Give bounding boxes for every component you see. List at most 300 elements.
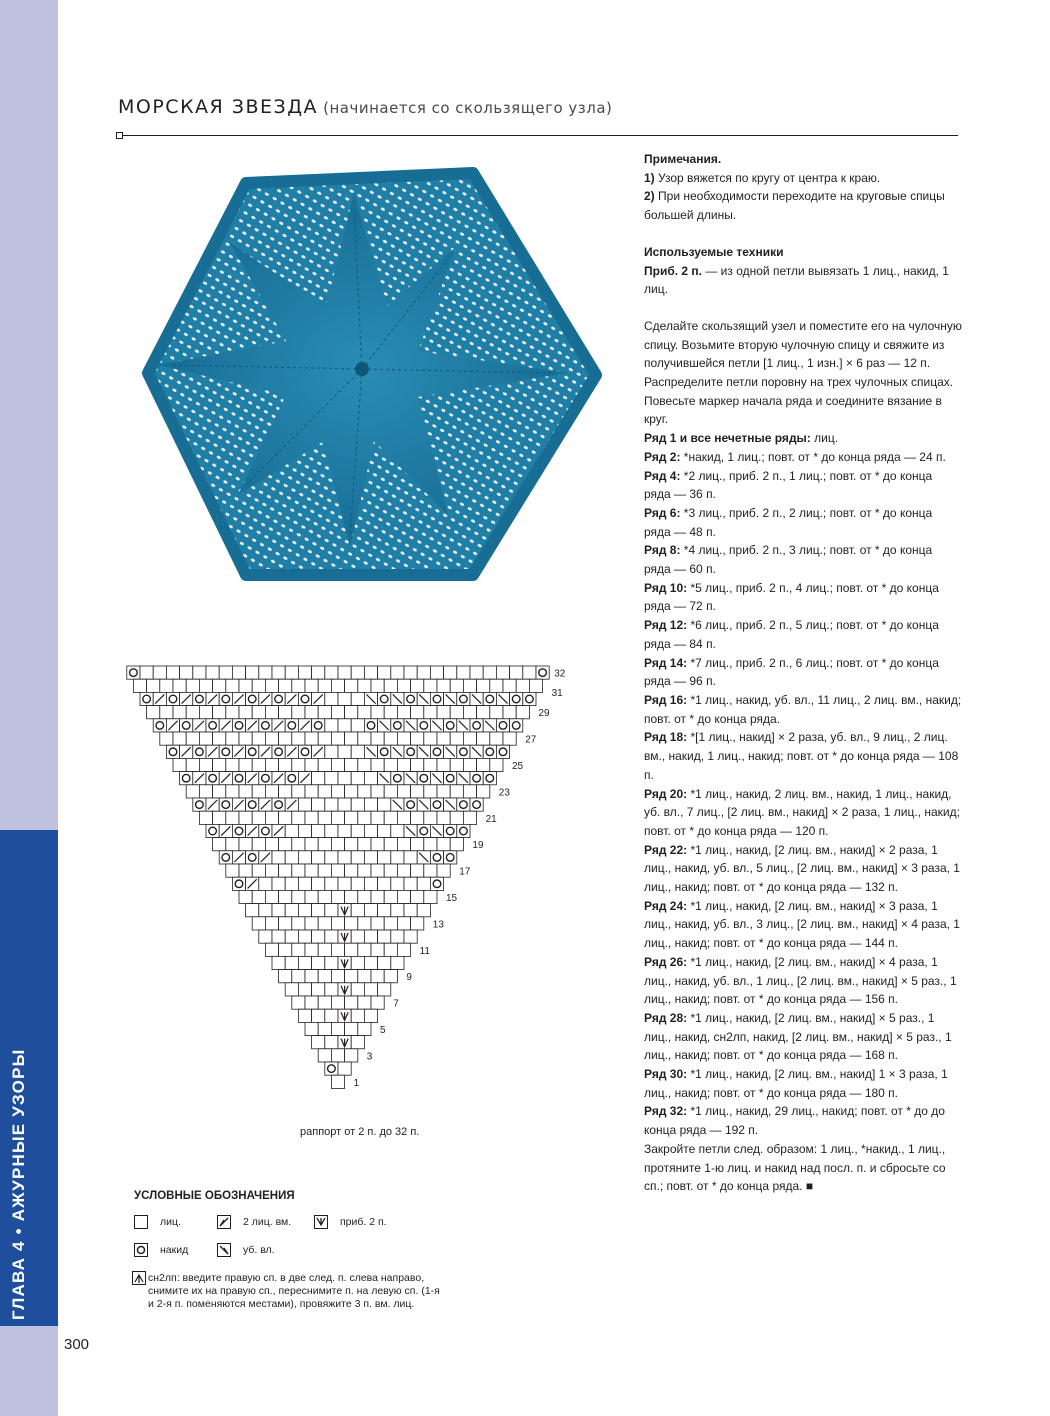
chart-cell [292, 864, 305, 877]
chart-cell [483, 692, 496, 705]
chart-cell [411, 758, 424, 771]
row-label: Ряд 8: [644, 543, 681, 558]
row-label: Ряд 4: [644, 468, 681, 483]
chart-cell [325, 772, 338, 785]
legend-label: уб. вл. [243, 1244, 275, 1256]
chart-cell [364, 824, 377, 837]
chart-cell [252, 890, 265, 903]
row-instruction [644, 579, 962, 616]
chart-cell [147, 679, 160, 692]
chart-cell [358, 864, 371, 877]
chart-cell [516, 679, 529, 692]
chart-cell [490, 758, 503, 771]
chart-cell [351, 956, 364, 969]
chart-cell [345, 943, 358, 956]
chart-cell [364, 772, 377, 785]
chart-cell [444, 851, 457, 864]
row-number-label: 19 [472, 840, 484, 852]
chart-cell [259, 772, 272, 785]
chart-cell [312, 772, 325, 785]
chart-cell [292, 996, 305, 1009]
chart-cell [318, 917, 331, 930]
chart-cell [364, 877, 377, 890]
chart-cell [397, 758, 410, 771]
chart-cell [325, 851, 338, 864]
chart-cell [265, 943, 278, 956]
chart-cell [384, 943, 397, 956]
chart-cell [252, 811, 265, 824]
chart-cell [199, 811, 212, 824]
chart-cell [318, 996, 331, 1009]
chart-cell [490, 706, 503, 719]
chart-cell [351, 798, 364, 811]
legend-title: УСЛОВНЫЕ ОБОЗНАЧЕНИЯ [134, 1190, 295, 1202]
chart-cell [437, 838, 450, 851]
chart-cell [404, 798, 417, 811]
chart-cell [305, 706, 318, 719]
chart-cell [213, 838, 226, 851]
chart-cell [127, 666, 140, 679]
row-instruction [644, 897, 962, 953]
chart-cell [285, 719, 298, 732]
chart-cell [252, 838, 265, 851]
chart-cell [173, 732, 186, 745]
legend-item-yo [134, 1243, 188, 1257]
chart-cell [265, 864, 278, 877]
chart-cell [345, 1049, 358, 1062]
chart-cell [358, 970, 371, 983]
chart-cell [378, 824, 391, 837]
chart-cell [285, 904, 298, 917]
chart-cell [312, 798, 325, 811]
chart-cell [378, 798, 391, 811]
chart-cell [265, 785, 278, 798]
chart-cell [265, 679, 278, 692]
chart-cell [298, 798, 311, 811]
row-instruction [644, 429, 962, 448]
chart-cell [477, 758, 490, 771]
chart-cell [470, 772, 483, 785]
chart-cell [371, 758, 384, 771]
chart-cell [516, 706, 529, 719]
chart-cell [463, 679, 476, 692]
legend-item-k2tog [217, 1215, 291, 1229]
chart-cell [133, 679, 146, 692]
chart-cell [259, 877, 272, 890]
chart-cell [331, 679, 344, 692]
chart-cell [358, 732, 371, 745]
chart-cell [371, 970, 384, 983]
chart-cell [417, 772, 430, 785]
chart-cell [411, 706, 424, 719]
chart-cell [437, 679, 450, 692]
chart-cell [345, 811, 358, 824]
chart-cell [397, 785, 410, 798]
chart-cell [226, 706, 239, 719]
chart-cell [378, 930, 391, 943]
row-number-label: 17 [459, 866, 471, 878]
chart-cell [140, 666, 153, 679]
chart-cell [457, 798, 470, 811]
chart-cell [391, 877, 404, 890]
chart-cell [384, 811, 397, 824]
chart-cell [312, 851, 325, 864]
chart-cell [166, 692, 179, 705]
technique-item [644, 262, 962, 299]
chart-cell [331, 1022, 344, 1035]
chart-cell [384, 785, 397, 798]
chart-cell [437, 864, 450, 877]
row-text: *1 лиц., накид, [2 лиц. вм., накид] 1 × 3 раза, 1 лиц., накид; повт. от * до конца ряда — 180 п. [644, 1067, 948, 1100]
chart-cell [371, 943, 384, 956]
chart-cell [483, 745, 496, 758]
chart-cell [226, 758, 239, 771]
chart-cell [384, 838, 397, 851]
chart-cell [279, 785, 292, 798]
chart-cell [292, 970, 305, 983]
chart-cell [312, 877, 325, 890]
chart-cell [358, 996, 371, 1009]
chart-cell [199, 732, 212, 745]
chart-cell [358, 1022, 371, 1035]
chart-cell [417, 719, 430, 732]
chart-cell [312, 824, 325, 837]
chart-cell [246, 904, 259, 917]
chart-cell [391, 719, 404, 732]
chart-cell [529, 679, 542, 692]
chart-cell [199, 706, 212, 719]
chart-cell [325, 798, 338, 811]
chart-cell [378, 692, 391, 705]
chart-cell [404, 877, 417, 890]
chart-cell [364, 851, 377, 864]
increase-2-icon [314, 1215, 328, 1229]
chart-cell [239, 679, 252, 692]
row-number-label: 27 [525, 734, 537, 746]
row-text: *2 лиц., приб. 2 п., 1 лиц.; повт. от * до конца ряда — 36 п. [644, 468, 933, 502]
chart-cell [358, 679, 371, 692]
chart-cell [265, 917, 278, 930]
chart-cell [272, 692, 285, 705]
chart-cell [391, 956, 404, 969]
chart-cell [437, 811, 450, 824]
row-label: Ряд 2: [644, 449, 681, 464]
chart-cell [364, 719, 377, 732]
note-item [644, 169, 962, 188]
chart-cell [140, 692, 153, 705]
chart-cell [450, 785, 463, 798]
chart-cell [279, 890, 292, 903]
chart-cell [279, 917, 292, 930]
chart-cell [378, 904, 391, 917]
chart-cell [358, 706, 371, 719]
chart-cell [239, 758, 252, 771]
chart-cell [496, 719, 509, 732]
chart-cell [252, 917, 265, 930]
chart-cell [411, 732, 424, 745]
chart-cell [496, 745, 509, 758]
chart-cell [358, 785, 371, 798]
chart-cell [358, 811, 371, 824]
chart-cell [272, 904, 285, 917]
chart-cell [444, 824, 457, 837]
row-text: лиц. [810, 431, 839, 446]
chart-cell [404, 904, 417, 917]
chart-cell [424, 679, 437, 692]
chart-cell [463, 811, 476, 824]
chart-cell [219, 692, 232, 705]
chart-cell [318, 890, 331, 903]
chart-cell [358, 943, 371, 956]
chart-cell [450, 811, 463, 824]
chart-cell [279, 811, 292, 824]
chart-cell [173, 679, 186, 692]
chart-cell [331, 838, 344, 851]
chart-cell [292, 838, 305, 851]
legend-label: 2 лиц. вм. [243, 1216, 292, 1228]
chart-cell [180, 666, 193, 679]
starfish-photo [118, 155, 610, 605]
chart-cell [371, 679, 384, 692]
row-instruction [644, 654, 962, 691]
chart-cell [173, 758, 186, 771]
row-instructions [644, 429, 962, 1140]
chart-cell [265, 706, 278, 719]
chart-cell [298, 877, 311, 890]
knit-square-icon [134, 1215, 148, 1229]
chart-cell [338, 719, 351, 732]
chart-cell [364, 798, 377, 811]
chart-cell [477, 732, 490, 745]
chart-cell [252, 732, 265, 745]
chart-cell [364, 956, 377, 969]
row-text: *1 лиц., накид, 2 лиц. вм., накид, 1 лиц., накид, уб. вл., 7 лиц., [2 лиц. вм., накид] × 2 раза, 1 лиц., накид; повт. от * до конца ряда — 120 п. [644, 786, 960, 838]
chart-cell [397, 864, 410, 877]
chart-cell [384, 890, 397, 903]
row-instruction [644, 1102, 962, 1139]
chart-cell [331, 996, 344, 1009]
chart-cell [325, 983, 338, 996]
legend-label: приб. 2 п. [340, 1216, 387, 1228]
chart-cell [411, 890, 424, 903]
chart-cell [239, 838, 252, 851]
chart-cell [411, 864, 424, 877]
intro-paragraph: Сделайте скользящий узел и поместите его на чулочную спицу. Возьмите вторую чулочную спицу и свяжите из получившейся петли [1 лиц., 1 изн.] × 6 раз — 12 п. [644, 318, 962, 371]
chart-cell [503, 732, 516, 745]
row-text: *1 лиц., накид, [2 лиц. вм., накид] × 3 раза, 1 лиц., накид, уб. вл., 3 лиц., [2 лиц. вм., накид] × 4 раза, 1 лиц., накид; повт. от * до конца ряда — 144 п. [644, 898, 960, 951]
chart-cell [305, 890, 318, 903]
chart-cell [371, 785, 384, 798]
row-text: *3 лиц., приб. 2 п., 2 лиц.; повт. от * до конца ряда — 48 п. [644, 505, 933, 539]
title-main: МОРСКАЯ ЗВЕЗДА [118, 96, 319, 118]
chart-cell [166, 666, 179, 679]
row-text: *7 лиц., приб. 2 п., 6 лиц.; повт. от * до конца ряда — 96 п. [644, 655, 939, 689]
chart-cell [279, 706, 292, 719]
chart-cell [457, 666, 470, 679]
chart-cell [397, 679, 410, 692]
row-instruction [644, 691, 962, 728]
ssk-icon [217, 1243, 231, 1257]
chart-cell [206, 824, 219, 837]
legend-item-knit [134, 1215, 181, 1229]
chart-cell [338, 798, 351, 811]
chart-cell [279, 758, 292, 771]
row-text: *4 лиц., приб. 2 п., 3 лиц.; повт. от * до конца ряда — 60 п. [644, 543, 933, 577]
chart-cell [331, 970, 344, 983]
chart-cell [252, 758, 265, 771]
chart-cell [312, 1036, 325, 1049]
chart-cell [292, 758, 305, 771]
intro-paragraph: Распределите петли поровну на трех чулочных спицах. Повесьте маркер начала ряда и соедините вязание в круг. [644, 375, 954, 427]
chart-cell [305, 758, 318, 771]
chart-cell [298, 666, 311, 679]
chart-cell [298, 1009, 311, 1022]
chart-cell [292, 732, 305, 745]
chart-cell [358, 917, 371, 930]
row-number-label: 25 [512, 760, 524, 772]
chart-cell [292, 706, 305, 719]
chart-cell [345, 890, 358, 903]
chart-cell [411, 785, 424, 798]
chart-cell [318, 970, 331, 983]
chart-cell [424, 890, 437, 903]
chart-cell [246, 692, 259, 705]
chart-cell [213, 758, 226, 771]
chart-cell [292, 943, 305, 956]
chart-cell [411, 811, 424, 824]
chart-cell [417, 666, 430, 679]
row-number-label: 15 [446, 892, 458, 904]
row-instruction [644, 841, 962, 897]
row-instruction [644, 1009, 962, 1065]
chart-cell [272, 798, 285, 811]
chart-cell [213, 679, 226, 692]
chart-cell [219, 798, 232, 811]
row-text: *1 лиц., накид, 29 лиц., накид; повт. от * до до конца ряда — 192 п. [644, 1104, 945, 1138]
chart-cell [252, 706, 265, 719]
chart-cell [312, 1009, 325, 1022]
chart-cell [331, 1075, 344, 1088]
chapter-label: ГЛАВА 4 • АЖУРНЫЕ УЗОРЫ [9, 1048, 28, 1320]
chart-cell [424, 758, 437, 771]
chart-cell [199, 785, 212, 798]
row-text: *1 лиц., накид, [2 лиц. вм., накид] × 5 раз., 1 лиц., накид, сн2лп, накид, [2 лиц. вм., накид] × 5 раз., 1 лиц., накид; повт. от * до конца ряда — 168 п. [644, 1010, 952, 1063]
techniques-heading: Используемые техники [644, 244, 784, 259]
instructions-column [644, 150, 962, 1196]
chart-cell [292, 811, 305, 824]
row-text: *5 лиц., приб. 2 п., 4 лиц.; повт. от * до конца ряда — 72 п. [644, 580, 939, 614]
chart-cell [232, 824, 245, 837]
chart-cell [147, 706, 160, 719]
chart-cell [450, 706, 463, 719]
chart-cell [351, 1009, 364, 1022]
chart-cell [430, 798, 443, 811]
chart-grid [127, 666, 566, 1089]
chart-cell [338, 877, 351, 890]
chart-cell [272, 745, 285, 758]
chart-cell [252, 864, 265, 877]
chart-cell [477, 679, 490, 692]
chart-cell [265, 890, 278, 903]
chart-cell [364, 930, 377, 943]
chart-cell [285, 851, 298, 864]
chart-cell [510, 719, 523, 732]
chart-cell [430, 851, 443, 864]
chart-cell [318, 1049, 331, 1062]
chart-cell [298, 930, 311, 943]
chart-cell [186, 785, 199, 798]
chart-cell [232, 877, 245, 890]
chart-cell [318, 943, 331, 956]
chart-cell [490, 679, 503, 692]
chart-cell [338, 851, 351, 864]
chart-cell [206, 772, 219, 785]
row-label: Ряд 24: [644, 898, 688, 913]
chart-cell [404, 851, 417, 864]
chart-cell [331, 706, 344, 719]
row-label: Ряд 20: [644, 786, 688, 801]
chart-cell [331, 1049, 344, 1062]
chart-cell [213, 732, 226, 745]
chart-cell [193, 666, 206, 679]
chart-cell [331, 890, 344, 903]
row-label: Ряд 30: [644, 1067, 688, 1082]
legend-label: лиц. [160, 1216, 181, 1228]
row-number-label: 23 [498, 787, 510, 799]
notes-heading: Примечания. [644, 152, 722, 166]
chart-cell [252, 785, 265, 798]
chart-cell [246, 851, 259, 864]
row-number-label: 21 [485, 813, 497, 825]
row-label: Ряд 32: [644, 1104, 688, 1119]
chart-cell [510, 666, 523, 679]
chart-cell [331, 864, 344, 877]
chart-cell [312, 930, 325, 943]
row-text: *1 лиц., накид, [2 лиц. вм., накид] × 4 раза, 1 лиц., накид, уб. вл., 1 лиц., [2 лиц. вм., накид] × 5 раз., 1 лиц., накид; повт. от * до конца ряда — 156 п. [644, 954, 957, 1007]
page-title [118, 96, 612, 118]
legend-label: накид [160, 1244, 189, 1256]
chart-cell [404, 745, 417, 758]
chart-cell [364, 983, 377, 996]
row-number-label: 11 [419, 945, 430, 957]
chart-cell [417, 877, 430, 890]
chart-cell [450, 732, 463, 745]
row-number-label: 3 [366, 1051, 373, 1063]
chart-cell [331, 811, 344, 824]
chart-cell [305, 943, 318, 956]
chart-cell [153, 719, 166, 732]
chart-cell [259, 719, 272, 732]
chart-cell [411, 679, 424, 692]
chart-cell [345, 838, 358, 851]
chart-cell [305, 785, 318, 798]
chart-cell [391, 851, 404, 864]
chart-cell [417, 824, 430, 837]
chart-cell [378, 877, 391, 890]
chart-cell [312, 666, 325, 679]
chart-cell [378, 851, 391, 864]
chart-cell [470, 719, 483, 732]
chart-cell [437, 785, 450, 798]
row-text: *[1 лиц., накид] × 2 раза, уб. вл., 9 лиц., 2 лиц. вм., накид, 1 лиц., накид; повт. от * до конца ряда — 108 п. [644, 730, 959, 782]
chart-cell [503, 706, 516, 719]
chart-cell [496, 666, 509, 679]
chart-cell [437, 706, 450, 719]
chart-cell [351, 877, 364, 890]
chart-cell [397, 890, 410, 903]
chart-cell [463, 758, 476, 771]
chart-cell [292, 917, 305, 930]
